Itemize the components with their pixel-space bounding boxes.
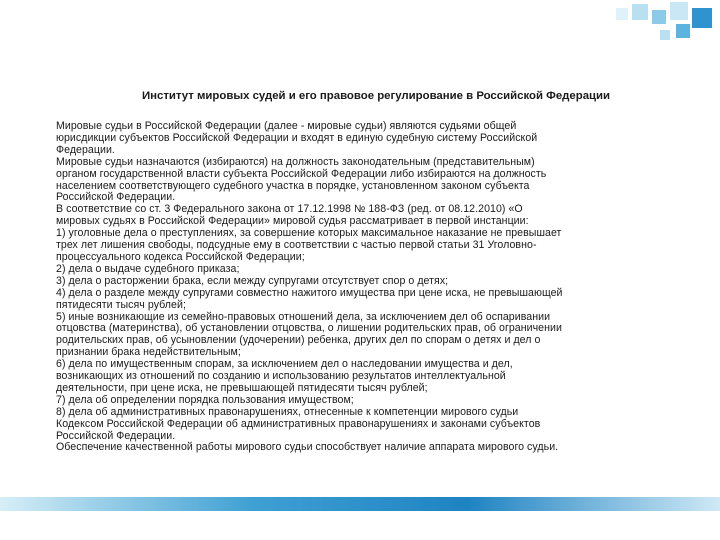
- body-text-line: Обеспечение качественной работы мирового судьи способствует наличие аппарата мирового судьи.: [56, 441, 559, 454]
- body-text-line: пятидесяти тысяч рублей;: [56, 298, 186, 311]
- decor-square: [692, 8, 712, 28]
- body-text-line: процессуального кодекса Российской Федерации;: [56, 250, 305, 263]
- body-text-line: Российской Федерации.: [56, 429, 176, 442]
- body-text-line: отцовства (материнства), об установлении отцовства, о лишении родительских прав, об ограничении: [56, 322, 562, 335]
- body-text-line: органом государственной власти субъекта Российской Федерации либо избираются на должность: [56, 167, 547, 180]
- body-text-line: Мировые судьи в Российской Федерации (далее - мировые судьи) являются судьями общей: [56, 120, 517, 132]
- decor-square: [660, 30, 670, 40]
- body-text-line: трех лет лишения свободы, подсудные ему в соответствии с частью первой статьи 31 Уголовно-: [56, 239, 537, 252]
- body-text-line: 4) дела о разделе между супругами совместно нажитого имущества при цене иска, не превышающей: [56, 286, 563, 299]
- body-text-line: возникающих из отношений по созданию и использованию результатов интеллектуальной: [56, 370, 506, 383]
- body-text-line: 8) дела об административных правонарушениях, отнесенные к компетенции мирового судьи: [56, 405, 519, 418]
- slide-title: Институт мировых судей и его правовое регулирование в Российской Федерации: [141, 90, 611, 102]
- body-text-line: 6) дела по имущественным спорам, за исключением дел о наследовании имущества и дел,: [56, 358, 513, 371]
- decor-square: [676, 24, 690, 38]
- body-text-line: населением соответствующего судебного участка в порядке, установленном законом субъекта: [56, 179, 530, 192]
- body-text-line: 1) уголовные дела о преступлениях, за совершение которых максимальное наказание не превышает: [56, 227, 562, 240]
- body-text-line: Российской Федерации.: [56, 191, 176, 204]
- body-text-line: В соответствие со ст. 3 Федерального закона от 17.12.1998 № 188-ФЗ (ред. от 08.12.2010) «О: [56, 203, 523, 216]
- body-text-line: мировых судьях в Российской Федерации» мировой судья рассматривает в первой инстанции:: [56, 215, 529, 228]
- body-text-line: родительских прав, об усыновлении (удочерении) ребенка, других дел по спорам о детях и дел о: [56, 334, 541, 347]
- decor-square: [632, 4, 648, 20]
- body-text-line: 7) дела об определении порядка пользования имуществом;: [56, 393, 354, 406]
- body-text-line: Федерации.: [56, 143, 115, 156]
- body-text-line: Кодексом Российской Федерации об административных правонарушениях и законами субъектов: [56, 417, 541, 430]
- bottom-margin: [0, 511, 720, 540]
- body-text-line: признании брака недействительным;: [56, 346, 241, 359]
- decor-square: [616, 8, 628, 20]
- body-text-line: юрисдикции субъектов Российской Федерации и входят в единую судебную систему Российской: [56, 131, 538, 144]
- decor-square: [652, 10, 666, 24]
- slide-body-text: [56, 121, 666, 454]
- body-text-line: Мировые судьи назначаются (избираются) на должность законодательным (представительным): [56, 155, 535, 168]
- body-text-line: деятельности, при цене иска, не превышающей пятидесяти тысяч рублей;: [56, 381, 428, 394]
- body-text-line: 2) дела о выдаче судебного приказа;: [56, 262, 240, 275]
- decor-square: [670, 2, 688, 20]
- body-text-line: 3) дела о расторжении брака, если между супругами отсутствует спор о детях;: [56, 274, 449, 287]
- bottom-accent-band: [0, 497, 720, 511]
- body-text-line: 5) иные возникающие из семейно-правовых отношений дела, за исключением дел об оспаривании: [56, 310, 551, 323]
- corner-decoration: [580, 0, 720, 52]
